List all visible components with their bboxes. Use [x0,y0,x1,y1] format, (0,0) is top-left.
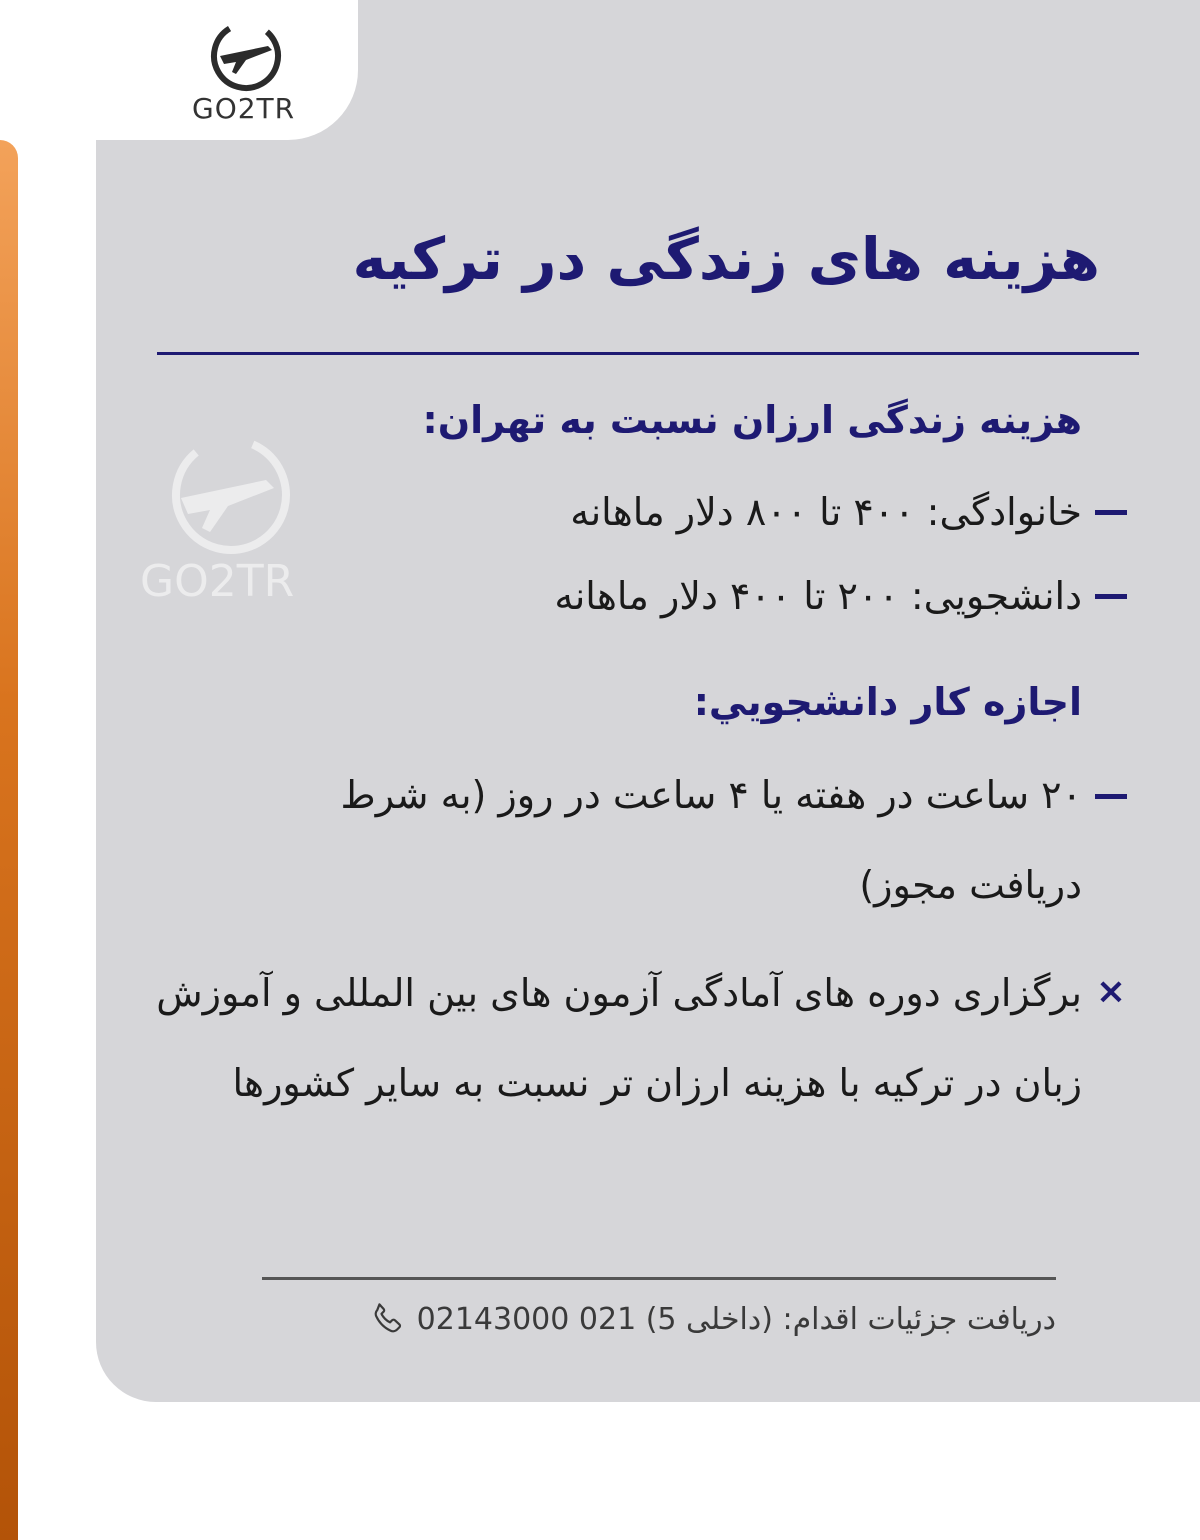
airplane-logo-icon [206,16,286,96]
list-item [140,770,1140,930]
footer-divider [262,1277,1056,1280]
section-heading-work-permit: اجازه کار دانشجویي: [693,680,1082,724]
highlight-text: برگزاری دوره های آمادگی آزمون های بین المللی و آموزش زبان در ترکیه با هزینه ارزان تر نسبت به سایر کشورها [156,971,1082,1105]
contact-footer [262,1300,1056,1338]
brand-name: GO2TR [192,92,296,125]
list-item-text: دانشجویی: ۲۰۰ تا ۴۰۰ دلار ماهانه [554,574,1082,618]
page-title: هزینه های زندگی در ترکیه [352,225,1100,293]
list-item-text: خانوادگی: ۴۰۰ تا ۸۰۰ دلار ماهانه [570,490,1082,534]
cross-bullet-icon: × [1095,971,1127,1012]
orange-accent-bar [0,140,18,1540]
dash-bullet-icon [1082,770,1140,799]
dash-bullet-icon [1082,570,1140,599]
title-divider [157,352,1139,355]
list-item-text: ۲۰ ساعت در هفته یا ۴ ساعت در روز (به شرط دریافت مجوز) [340,773,1082,907]
watermark-text: GO2TR [140,556,295,607]
list-item [140,570,1140,622]
phone-icon[interactable] [369,1300,407,1338]
logo-badge [96,0,358,140]
contact-text: دریافت جزئیات اقدام: (داخلی 5) 021 02143000 [416,1301,1056,1337]
section-heading-cost: هزینه زندگی ارزان نسبت به تهران: [422,398,1082,442]
highlight-item [140,968,1140,1128]
dash-bullet-icon [1082,486,1140,515]
list-item [140,486,1140,538]
